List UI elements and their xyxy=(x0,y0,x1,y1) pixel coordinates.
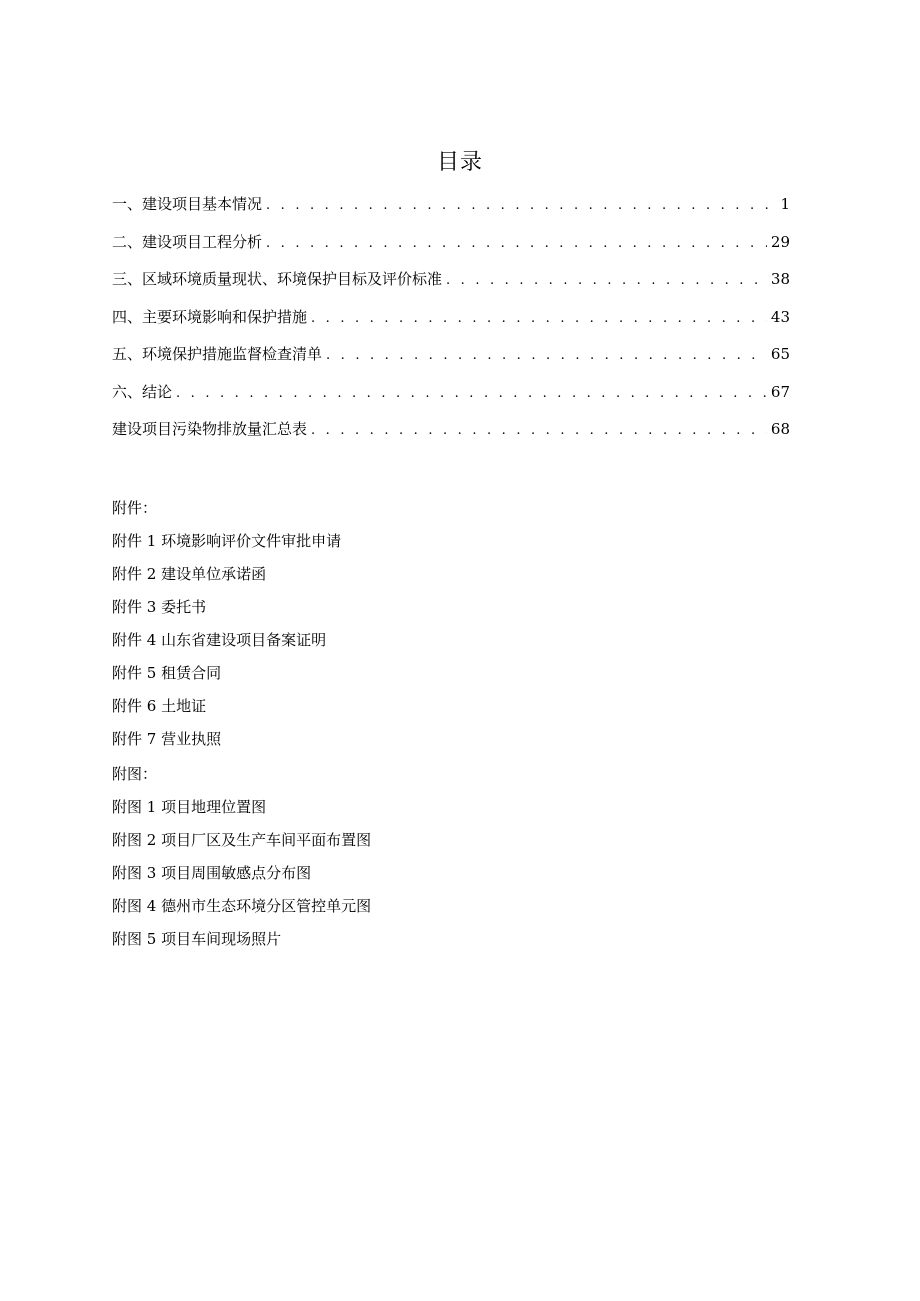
toc-entry-page: 65 xyxy=(770,345,790,363)
toc-title: 目录 xyxy=(436,150,483,175)
toc-entry-label: 四、主要环境影响和保护措施 xyxy=(112,307,308,326)
toc-leader-dots xyxy=(176,380,767,408)
figure-item: 附图 3 项目周围敏感点分布图 xyxy=(112,864,312,882)
attachments-heading: 附件： xyxy=(112,499,158,517)
attachment-item: 附件 2 建设单位承诺函 xyxy=(112,565,267,583)
toc-entry[interactable] xyxy=(112,265,790,303)
toc-entry-label: 五、环境保护措施监督检查清单 xyxy=(112,345,323,363)
toc-list xyxy=(112,190,790,453)
attachment-item: 附件 5 租赁合同 xyxy=(112,664,222,682)
toc-entry[interactable] xyxy=(112,228,790,266)
attachment-item: 附件 7 营业执照 xyxy=(112,730,222,748)
toc-entry-label: 三、区域环境质量现状、环境保护目标及评价标准 xyxy=(112,270,443,288)
figures-heading: 附图： xyxy=(112,765,158,783)
toc-entry-page: 1 xyxy=(780,195,790,213)
figure-item: 附图 5 项目车间现场照片 xyxy=(112,930,282,948)
toc-leader-dots xyxy=(311,417,767,445)
toc-entry-label: 二、建设项目工程分析 xyxy=(112,232,263,251)
toc-leader-dots xyxy=(326,342,767,370)
toc-entry-page: 29 xyxy=(770,232,790,251)
figure-item: 附图 1 项目地理位置图 xyxy=(112,798,267,816)
toc-entry-label: 建设项目污染物排放量汇总表 xyxy=(112,420,308,438)
toc-entry-page: 68 xyxy=(770,420,790,438)
toc-entry-page: 67 xyxy=(770,382,790,401)
toc-entry[interactable] xyxy=(112,415,790,453)
attachments-section xyxy=(112,494,712,758)
toc-leader-dots xyxy=(446,267,767,295)
attachment-item: 附件 4 山东省建设项目备案证明 xyxy=(112,631,327,649)
toc-leader-dots xyxy=(266,230,767,258)
figure-item: 附图 2 项目厂区及生产车间平面布置图 xyxy=(112,831,372,849)
figure-item: 附图 4 德州市生态环境分区管控单元图 xyxy=(112,897,372,915)
toc-entry-page: 38 xyxy=(770,270,790,288)
toc-entry[interactable] xyxy=(112,340,790,378)
attachment-item: 附件 6 土地证 xyxy=(112,697,207,715)
toc-entry-label: 六、结论 xyxy=(112,382,173,401)
attachment-item: 附件 1 环境影响评价文件审批申请 xyxy=(112,532,342,550)
toc-entry-page: 43 xyxy=(770,307,790,326)
toc-leader-dots xyxy=(311,305,767,333)
toc-entry[interactable] xyxy=(112,378,790,416)
toc-entry-label: 一、建设项目基本情况 xyxy=(112,195,263,213)
toc-entry[interactable] xyxy=(112,190,790,228)
toc-entry[interactable] xyxy=(112,303,790,341)
attachment-item: 附件 3 委托书 xyxy=(112,598,207,616)
toc-leader-dots xyxy=(266,192,776,220)
figures-section xyxy=(112,760,712,958)
